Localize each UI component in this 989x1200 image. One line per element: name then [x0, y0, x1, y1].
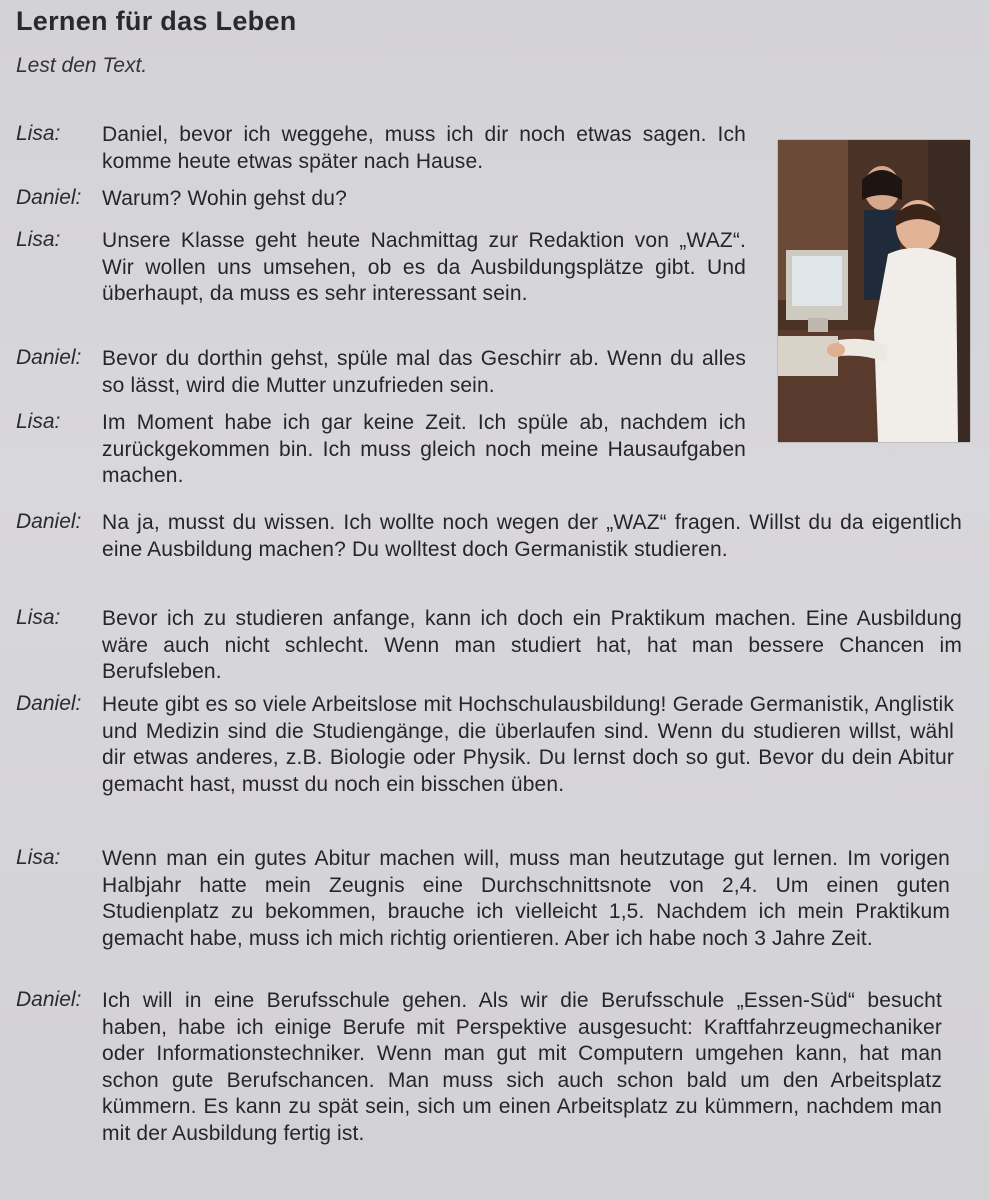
- photo-students-at-computer: [778, 140, 970, 442]
- instruction: Lest den Text.: [16, 54, 148, 77]
- speech-text: Bevor du dorthin gehst, spüle mal das Geschirr ab. Wenn du alles so lässt, wird die Mutter unzufrieden sein.: [102, 347, 746, 397]
- speaker-label: Daniel:: [16, 692, 82, 715]
- speaker-label: Daniel:: [16, 186, 82, 209]
- speech-text: Bevor ich zu studieren anfange, kann ich doch ein Praktikum machen. Eine Ausbildung wäre auch nicht schlecht. Wenn man studiert hat, hat man bessere Chancen im Berufsleben.: [102, 607, 962, 683]
- speech-text: Daniel, bevor ich weggehe, muss ich dir noch etwas sagen. Ich komme heute etwas später nach Hause.: [102, 123, 746, 173]
- speaker-label: Daniel:: [16, 346, 82, 369]
- speaker-label: Lisa:: [16, 846, 61, 869]
- speech-text: Warum? Wohin gehst du?: [102, 187, 347, 210]
- page-title: Lernen für das Leben: [16, 6, 297, 36]
- photo-illustration: [778, 140, 970, 442]
- speech-text: Na ja, musst du wissen. Ich wollte noch wegen der „WAZ“ fragen. Willst du da eigentlich eine Ausbildung machen? Du wolltest doch Germanistik studieren.: [102, 511, 962, 561]
- speech-text: Heute gibt es so viele Arbeitslose mit Hochschulausbildung! Gerade Germanistik, Anglistik und Medizin sind die Studiengänge, die überlaufen sind. Wenn du studieren willst, wähl dir etwas anderes, z.B. Biologie oder Physik. Du lernst doch so gut. Bevor du dein Abitur gemacht hast, musst du noch ein bisschen üben.: [102, 693, 954, 796]
- speech-text: Ich will in eine Berufsschule gehen. Als wir die Berufsschule „Essen-Süd“ besucht haben, habe ich einige Berufe mit Perspektive ausgesucht: Kraftfahrzeugmechaniker oder Informationstechniker. Wenn man gut mit Computern umgehen kann, hat man schon gute Berufschancen. Man muss sich auch schon bald um den Arbeitsplatz kümmern. Es kann zu spät sein, sich um einen Arbeitsplatz zu kümmern, nachdem man mit der Ausbildung fertig ist.: [102, 989, 942, 1145]
- speaker-label: Lisa:: [16, 228, 61, 251]
- speaker-label: Daniel:: [16, 988, 82, 1011]
- speech-text: Im Moment habe ich gar keine Zeit. Ich spüle ab, nachdem ich zurückgekommen bin. Ich muss gleich noch meine Hausaufgaben machen.: [102, 411, 746, 487]
- speech-text: Wenn man ein gutes Abitur machen will, muss man heutzutage gut lernen. Im vorigen Halbjahr hatte mein Zeugnis eine Durchschnittsnote von 2,4. Um einen guten Studienplatz zu bekommen, brauche ich vielleicht 1,5. Nachdem ich mein Praktikum gemacht habe, muss ich mich richtig orientieren. Aber ich habe noch 3 Jahre Zeit.: [102, 847, 950, 950]
- speaker-label: Lisa:: [16, 606, 61, 629]
- speaker-label: Lisa:: [16, 122, 61, 145]
- speaker-label: Daniel:: [16, 510, 82, 533]
- speech-text: Unsere Klasse geht heute Nachmittag zur Redaktion von „WAZ“. Wir wollen uns umsehen, ob es da Ausbildungsplätze gibt. Und überhaupt, da muss es sehr interessant sein.: [102, 229, 746, 305]
- speaker-label: Lisa:: [16, 410, 61, 433]
